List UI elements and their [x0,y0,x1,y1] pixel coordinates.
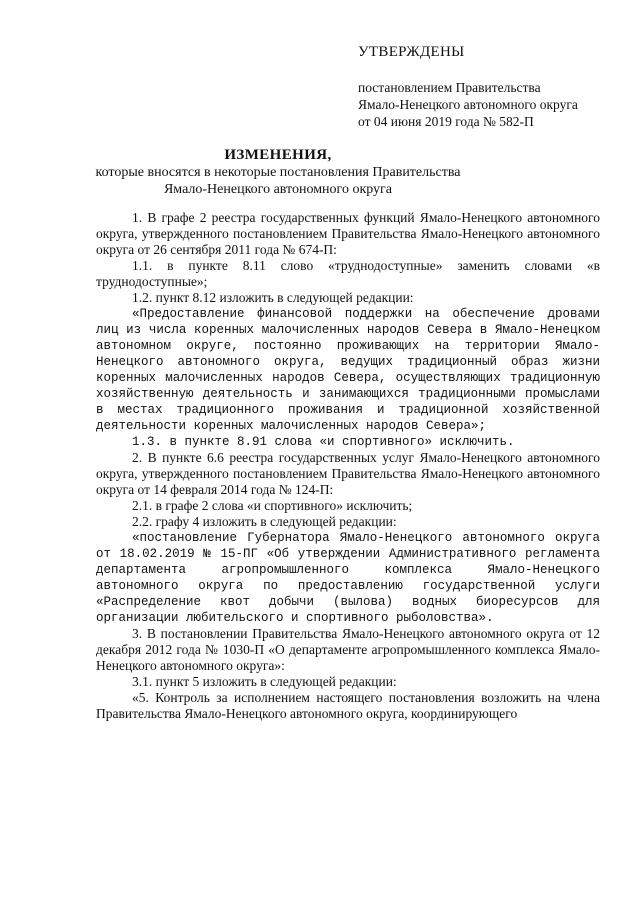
paragraph-2: 2. В пункте 6.6 реестра государственных услуг Ямало-Ненецкого автономного округа, утвержденного постановлением Правительства Ямало-Ненецкого автономного округа от 14 февраля 2014 года № 124-П: [96,450,600,497]
paragraph-2-2: 2.2. графу 4 изложить в следующей редакции: [132,514,397,529]
document-title: ИЗМЕНЕНИЯ, [224,147,332,163]
paragraph-1-1: 1.1. в пункте 8.11 слово «труднодоступные» заменить словами «в труднодоступные»; [96,258,600,289]
approval-stamp [358,44,578,130]
approval-line-1: постановлением Правительства [358,80,541,95]
paragraph-3-1: 3.1. пункт 5 изложить в следующей редакции: [132,674,397,689]
approval-line-3: от 04 июня 2019 года № 582-П [358,114,534,129]
approval-line-2: Ямало-Ненецкого автономного округа [358,97,578,112]
paragraph-3: 3. В постановлении Правительства Ямало-Ненецкого автономного округа от 12 декабря 2012 года № 1030-П «О департаменте агропромышленного комплекса Ямало-Ненецкого автономного округа»: [96,626,600,673]
approval-heading: УТВЕРЖДЕНЫ [358,44,465,60]
document-subtitle-line-2: Ямало-Ненецкого автономного округа [163,182,393,197]
document-subtitle-line-1: которые вносятся в некоторые постановления Правительства [95,165,461,180]
paragraph-1-2: 1.2. пункт 8.12 изложить в следующей редакции: [132,290,414,305]
document-body [96,210,600,722]
paragraph-1-3: 1.3. в пункте 8.91 слова «и спортивного» исключить. [132,435,515,449]
paragraph-3-1-text: «5. Контроль за исполнением настоящего постановления возложить на члена Правительства Ямало-Ненецкого автономного округа, координирующего [96,690,600,721]
paragraph-1: 1. В графе 2 реестра государственных функций Ямало-Ненецкого автономного округа, утвержденного постановлением Правительства Ямало-Ненецкого автономного округа от 26 сентября 2011 года № 674-П: [96,210,600,257]
document-title-block [0,146,556,198]
paragraph-1-2-text: «Предоставление финансовой поддержки на обеспечение дровами лиц из числа коренных малочисленных народов Севера в Ямало-Ненецком автономном округе, постоянно проживающих на территории Ямало-Ненецкого автономного округа, ведущих традиционный образ жизни коренных малочисленных народов Севера, осуществляющих традиционную хозяйственную деятельность и занимающихся традиционными промыслами в местах традиционного проживания и традиционной хозяйственной деятельности коренных малочисленных народов Севера»; [96,307,600,433]
paragraph-2-1: 2.1. в графе 2 слова «и спортивного» исключить; [132,498,413,513]
paragraph-2-2-text: «постановление Губернатора Ямало-Ненецкого автономного округа от 18.02.2019 № 15-ПГ «Об утверждении Административного регламента департамента агропромышленного комплекса Ямало-Ненецкого автономного округа по предоставлению государственной услуги «Распределение квот добычи (вылова) водных биоресурсов для организации любительского и спортивного рыболовства». [96,531,600,625]
